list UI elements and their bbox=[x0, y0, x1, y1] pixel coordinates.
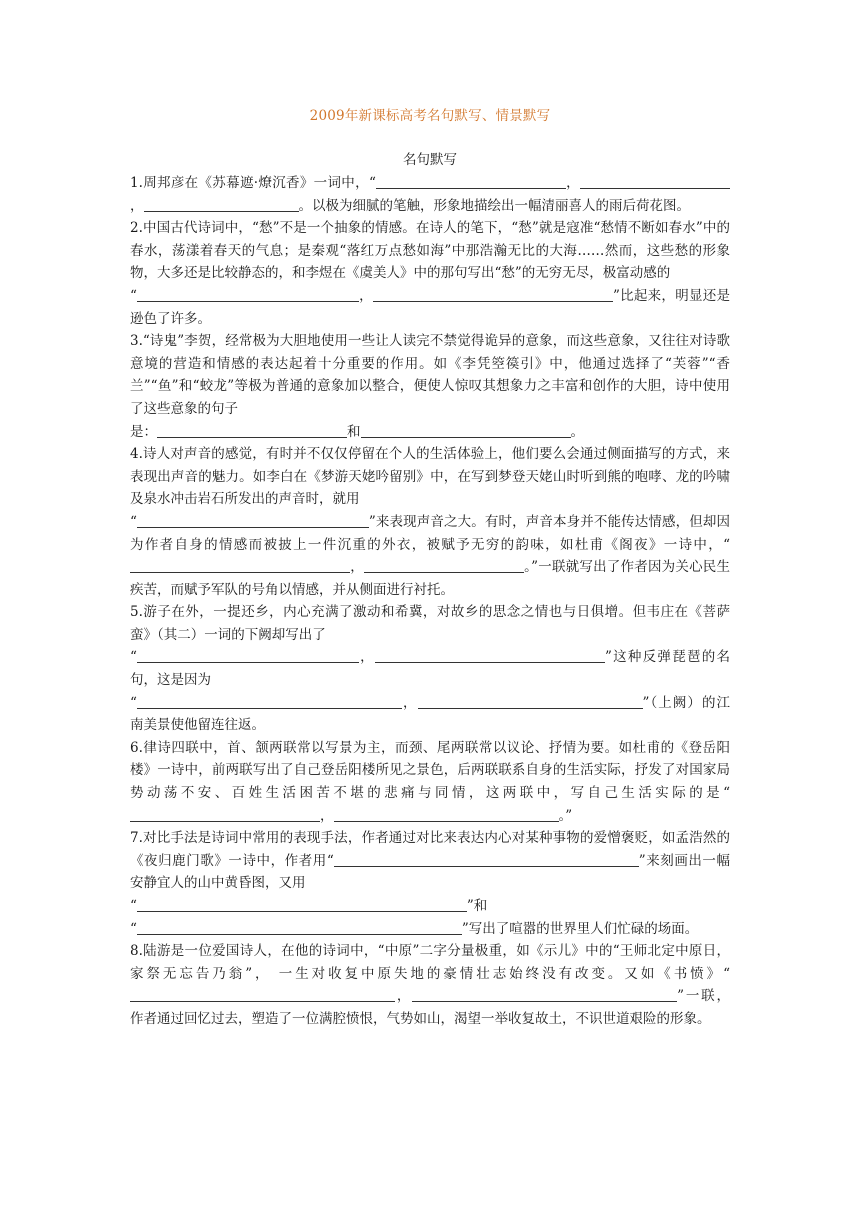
question-text: ”写出了喧嚣的世界里人们忙碌的场面。 bbox=[461, 920, 699, 937]
answer-blank[interactable] bbox=[580, 174, 730, 189]
question-text: “ bbox=[130, 649, 137, 666]
question-text: 。 bbox=[570, 423, 584, 440]
question-text: ， bbox=[358, 649, 375, 666]
answer-blank[interactable] bbox=[130, 807, 320, 822]
answer-blank[interactable] bbox=[334, 807, 559, 822]
question-text: ”来表现声音之大。有时，声音本身并不能传达情感，但却因为作者自身的情感而被披上一件沉重的外衣，被赋予无穷的韵味，如杜甫《阁夜》一诗中，“ bbox=[130, 513, 730, 553]
answer-blank[interactable] bbox=[130, 558, 350, 573]
question-text: 。” bbox=[558, 807, 573, 824]
answer-blank[interactable] bbox=[418, 694, 643, 709]
question-text: ”这种反弹琵琶的名句，这是因为 bbox=[130, 649, 731, 689]
question-text: ， bbox=[401, 694, 418, 711]
answer-blank[interactable] bbox=[334, 852, 639, 867]
answer-blank[interactable] bbox=[412, 987, 677, 1002]
question-text: 。”一联就写出了作者因为关心民生疾苦，而赋予军队的号角以情感，并从侧面进行衬托。 bbox=[130, 559, 731, 598]
section-heading: 名句默写 bbox=[403, 152, 457, 168]
question-text: 和 bbox=[347, 423, 361, 440]
answer-blank[interactable] bbox=[137, 513, 369, 528]
answer-blank[interactable] bbox=[364, 558, 524, 573]
answer-blank[interactable] bbox=[375, 648, 605, 663]
question-7 bbox=[130, 827, 730, 940]
question-text: ， bbox=[350, 559, 364, 576]
question-text: “ bbox=[130, 694, 137, 711]
question-text: ， bbox=[358, 287, 373, 304]
question-text: 4.诗人对声音的感觉，有时并不仅仅停留在个人的生活体验上，他们要么会通过侧面描写的方式，来表现出声音的魅力。如李白在《梦游天姥吟留别》中，在写到梦登天姥山时听到熊的咆哮、龙的吟啸及泉水冲击岩石所发出的声音时，就用 bbox=[130, 446, 730, 508]
answer-blank[interactable] bbox=[137, 648, 359, 663]
answer-blank[interactable] bbox=[130, 987, 395, 1002]
question-text: 8.陆游是一位爱国诗人，在他的诗词中，“中原”二字分量极重，如《示儿》中的“王师北定中原日，家祭无忘告乃翁”， 一生对收复中原失地的豪情壮志始终没有改变。又如《书愤》“ bbox=[130, 943, 730, 982]
question-text: ”（上阙）的江南美景使他留连往返。 bbox=[130, 694, 730, 734]
question-text: ”和 bbox=[466, 898, 488, 914]
question-text: ， bbox=[395, 988, 413, 1005]
answer-blank[interactable] bbox=[137, 897, 467, 912]
question-text: ， bbox=[565, 175, 581, 191]
document-body bbox=[130, 172, 730, 1031]
document-title: 2009年新课标高考名句默写、情景默写 bbox=[309, 108, 551, 124]
answer-blank[interactable] bbox=[361, 423, 571, 438]
question-8 bbox=[130, 940, 730, 1030]
question-text: ， bbox=[320, 807, 334, 824]
question-text: “ bbox=[130, 920, 137, 937]
question-3 bbox=[130, 330, 730, 443]
question-4 bbox=[130, 443, 730, 601]
question-text: 是： bbox=[130, 423, 157, 440]
question-text: “ bbox=[130, 513, 137, 530]
question-1 bbox=[130, 172, 730, 217]
question-text: 2.中国古代诗词中，“愁”不是一个抽象的情感。在诗人的笔下，“愁”就是寇准“愁情不断如春水”中的春水，荡漾着春天的气息；是秦观“落红万点愁如海”中那浩瀚无比的大海……然而，这些愁的形象物，大多还是比较静态的，和李煜在《虞美人》中的那句写出“愁”的无穷无尽，极富动感的 bbox=[130, 220, 730, 282]
answer-blank[interactable] bbox=[144, 197, 299, 212]
question-text: 5.游子在外，一提还乡，内心充满了激动和希冀，对故乡的思念之情也与日俱增。但韦庄在《菩萨蛮》（其二）一词的下阙却写出了 bbox=[130, 604, 730, 643]
answer-blank[interactable] bbox=[157, 423, 347, 438]
answer-blank[interactable] bbox=[373, 287, 613, 302]
question-text: “ bbox=[130, 287, 137, 304]
question-text: 3.“诗鬼”李贺，经常极为大胆地使用一些让人读完不禁觉得诡异的意象，而这些意象，又往往对诗歌意境的营造和情感的表达起着十分重要的作用。如《李凭箜篌引》中，他通过选择了“芙蓉”“香兰”“鱼”和“蛟龙”等极为普通的意象加以整合，便使人惊叹其想象力之丰富和创作的大胆，诗中使用了这些意象的句子 bbox=[130, 333, 730, 417]
answer-blank[interactable] bbox=[376, 174, 566, 189]
question-text: 6.律诗四联中，首、颔两联常以写景为主，而颈、尾两联常以议论、抒情为要。如杜甫的《登岳阳楼》一诗中，前两联写出了自己登岳阳楼所见之景色，后两联联系自身的生活实际，抒发了对国家局势动荡不安、百姓生活困苦不堪的悲痛与同情，这两联中，写自己生活实际的是“ bbox=[130, 739, 730, 802]
question-text: ”一联，作者通过回忆过去，塑造了一位满腔愤恨，气势如山，渴望一举收复故土，不识世道艰险的形象。 bbox=[130, 988, 730, 1027]
question-text: 1.周邦彦在《苏幕遮·燎沉香》一词中，“ bbox=[130, 175, 376, 191]
question-5 bbox=[130, 601, 730, 737]
answer-blank[interactable] bbox=[137, 287, 359, 302]
question-2 bbox=[130, 217, 730, 330]
question-6 bbox=[130, 737, 730, 827]
question-text: ”比起来，明显还是逊色了许多。 bbox=[130, 287, 731, 327]
question-text: 7.对比手法是诗词中常用的表现手法，作者通过对比来表达内心对某种事物的爱憎褒贬，如孟浩然的《夜归鹿门歌》一诗中，作者用“ bbox=[130, 830, 730, 869]
question-text: “ bbox=[130, 898, 137, 914]
question-text: ”来刻画出一幅安静宜人的山中黄昏图，又用 bbox=[130, 852, 730, 892]
answer-blank[interactable] bbox=[137, 694, 402, 709]
answer-blank[interactable] bbox=[137, 920, 462, 935]
question-text: 。以极为细腻的笔触，形象地描绘出一幅清丽喜人的雨后荷花图。 bbox=[298, 197, 690, 214]
question-text: ， bbox=[130, 197, 144, 214]
